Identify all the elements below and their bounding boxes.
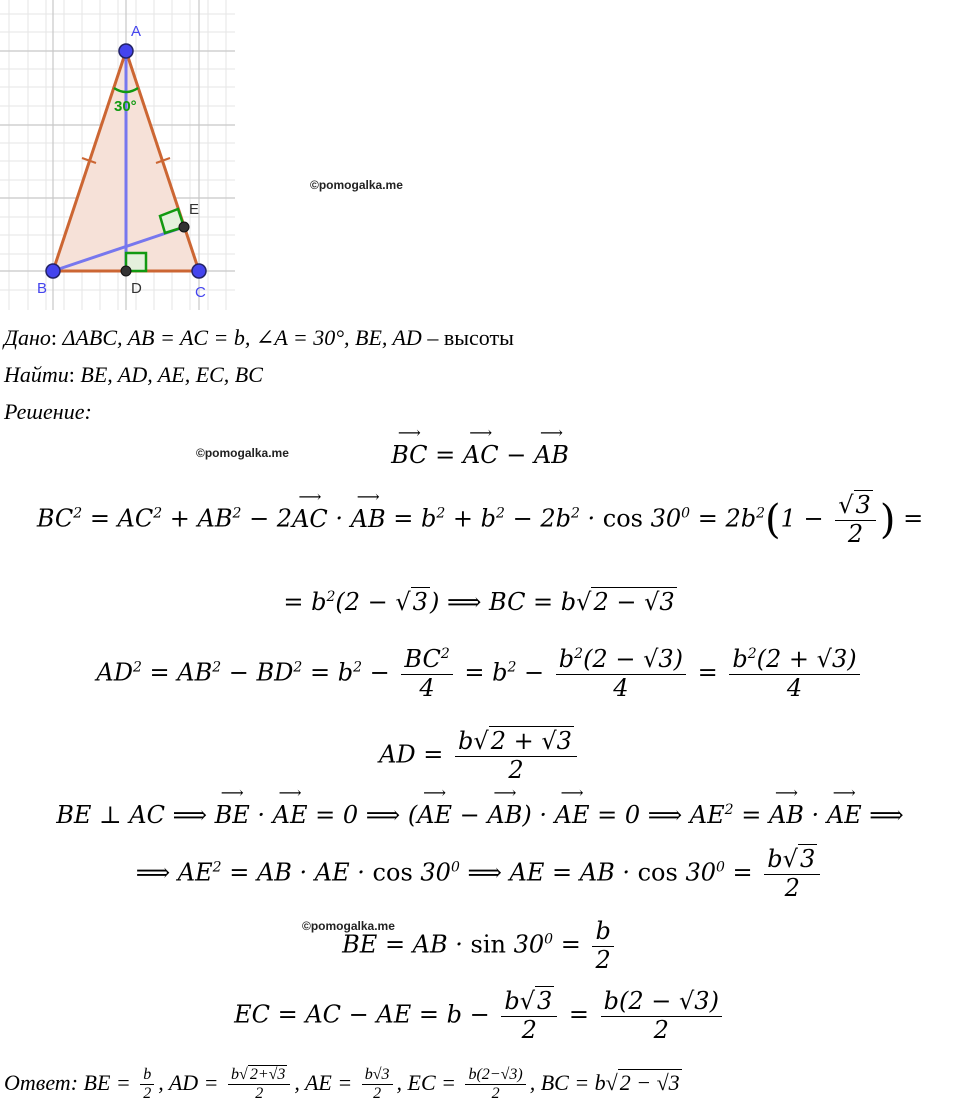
find-text: BE, AD, AE, EC, BC [80,362,263,387]
label-E: E [189,201,200,218]
answer-line: Ответ: BE = $\frac{b}{2}$ , AD = $\frac{b√ 2+√3}{2}$ , AE = $\frac{b√3}{2}$ , EC = $\frac{b(2-√3)}{2}$ , BC = b√2 − √3 [4,1066,680,1103]
watermark-3: ©pomogalka.me [302,919,395,933]
given-line: Дано: ΔABC, AB = AC = b, ∠A = 30°, BE, AD – высоты [4,325,514,350]
eq-ec: EC = AC − AE = b − $\frac{b√3}{2}$ = $\frac{b(2 - √3)}{2}$ [0,988,960,1044]
eq-ad: AD = $\frac{b√2 + √3}{2}$ [0,728,960,784]
eq-be: BE = AB · $\sin 30^0$ = $\frac{b}{2}$ [0,918,960,974]
eq-ad-squared: $AD^2 = AB^2 - BD^2 = b^2$ − $\frac{BC^2}{4}$ = $b^2$ − $\frac{b^2(2 - √3)}{4}$ = $\frac{b^2(2 + √3)}{4}$ [0,646,960,702]
triangle-figure [0,0,290,310]
eq-bc-result: = $b^2(2 - √3)$ ⟹ BC = b√2 − √3 [283,588,675,616]
label-A: A [131,23,142,40]
eq-vector-bc: ⟶ BC = ⟶ AC − ⟶ AB [0,441,960,469]
given-suffix: – высоты [427,325,514,350]
watermark-2: ©pomogalka.me [196,446,289,460]
watermark: ©pomogalka.me [310,178,403,192]
find-label: Найти [4,362,69,387]
eq-ae: ⟹ $AE^2$ = AB · AE · $\cos 30^0$ ⟹ AE = AB · $\cos 30^0$ = $\frac{b√3}{2}$ [0,846,960,902]
given-label: Дано [4,325,51,350]
label-D: D [131,280,142,297]
given-text: ΔABC, AB = AC = b, ∠A = 30°, BE, AD [62,325,422,350]
eq-be-perp: BE ⊥ AC ⟹ ⟶ BE · ⟶ AE = 0 ⟹ (⟶ AE − ⟶ AB) · ⟶ AE = 0 ⟹ $AE^2$ = ⟶ AB · ⟶ AE ⟹ [0,801,960,829]
label-B: B [37,280,48,297]
find-line: Найти: BE, AD, AE, EC, BC [4,362,263,387]
angle-label: 30° [114,98,137,115]
eq-bc-squared: $BC^2 = AC^2 + AB^2$ − 2⟶ AC · ⟶ AB = $b^2 + b^2 - 2b^2 \cdot \cos 30^0 = 2b^2(1$ − $\frac{√3}{2}$ ) = [0,492,960,548]
label-C: C [195,284,206,301]
solution-label: Решение: [4,399,92,424]
answer-label: Ответ [4,1069,71,1095]
